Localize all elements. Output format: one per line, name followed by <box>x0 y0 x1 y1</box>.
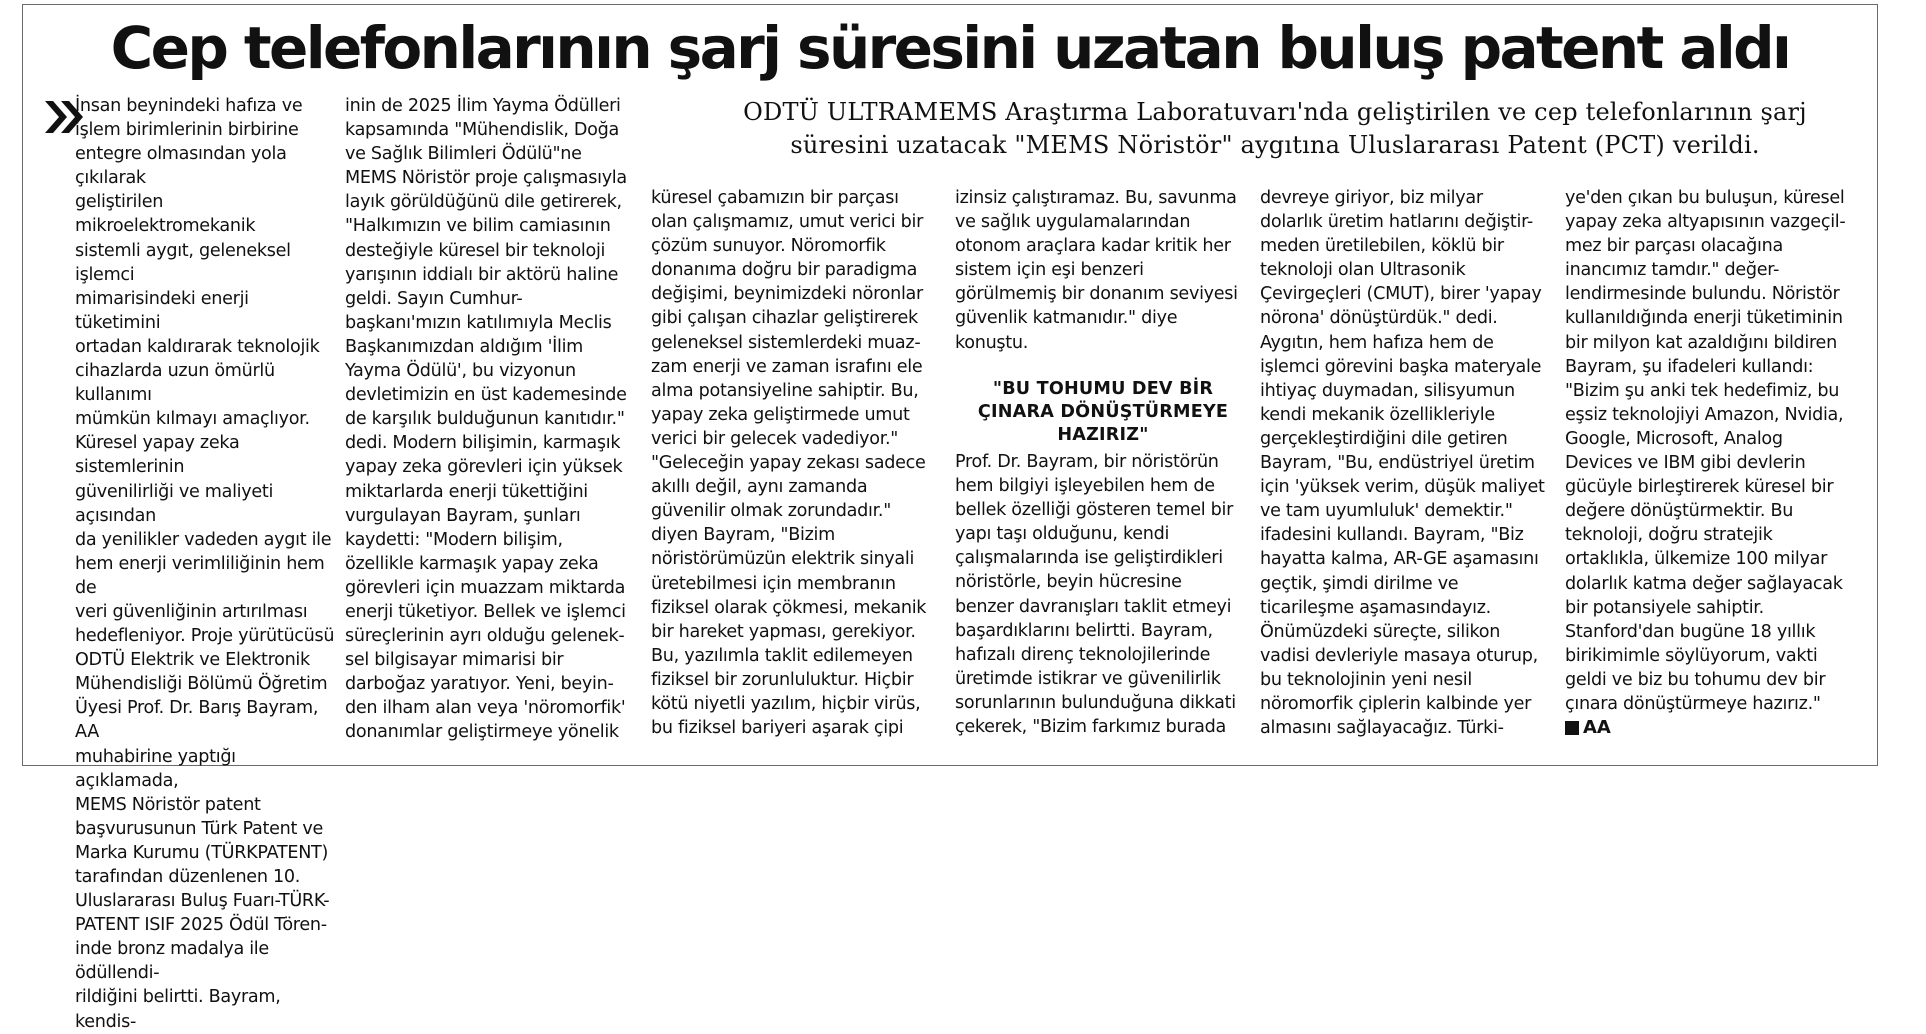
agency-signature <box>1565 716 1611 740</box>
agency-signature-text: AA <box>1583 717 1611 738</box>
deck <box>680 96 1870 162</box>
article-column-6: ye'den çıkan bu buluşun, küresel yapay zeka altyapısının vazgeçil- mez bir parçası olacağına inancımız tamdır." değer- lendirmesinde bulundu. Nöristör kullanıldığında enerji tüketiminin bir milyon kat azaldığını bildiren Bayram, şu ifadeleri kullandı: "Bizim şu anki tek hedefimiz, bu eşsiz teknolojiyi Amazon, Nvidia, Google, Microsoft, Analog Devices ve IBM gibi devlerin gücüyle birleştirerek küresel bir değere dönüştürmektir. Bu teknoloji, doğru stratejik ortaklıkla, ülkemize 100 milyar dolarlık katma değer sağlayacak bir potansiyele sahiptir. Stanford'dan bugüne 18 yıllık birikimimle söylüyorum, vakti geldi ve biz bu tohumu dev bir çınara dönüştürmeye hazırız." <box>1565 188 1846 714</box>
article-column-5: devreye giriyor, biz milyar dolarlık üretim hatlarını değiştir- meden üretilebilen, köklü bir teknoloji olan Ultrasonik Çevirgeçleri (CMUT), birer 'yapay nörona' dönüştürdük." dedi. Aygıtın, hem hafıza hem de işlemci görevini başka materyale ihtiyaç duymadan, silisyumun kendi mekanik özellikleriyle gerçekleştirdiğini dile getiren Bayram, "Bu, endüstriyel üretim için 'yüksek verim, düşük maliyet ve tam uyumluluk' demektir." ifadesini kullandı. Bayram, "Biz hayatta kalma, AR-GE aşamasını geçtik, şimdi dirilme ve ticarileşme aşamasındayız. Önümüzdeki süreçte, silikon vadisi devleriyle masaya oturup, bu teknolojinin yeni nesil nöromorfik çiplerin kalbinde yer almasını sağlayacağız. Türki- <box>1260 188 1545 739</box>
subheading: "BU TOHUMU DEV BİR ÇINARA DÖNÜŞTÜRMEYE HAZIRIZ" <box>977 379 1229 445</box>
article-column-4-continued: Prof. Dr. Bayram, bir nöristörün hem bilgiyi işleyebilen hem de bellek özelliği gösteren temel bir yapı taşı olduğunu, kendi çalışmalarında ise geliştirdikleri nöristörle, beyin hücresine benzer davranışları taklit etmeyi başardıklarını belirtti. Bayram, hafızalı direnç teknolojilerinde üretimde istikrar ve güvenilirlik sorunlarının bulunduğuna dikkati çekerek, "Bizim farkımız burada <box>955 452 1236 738</box>
deck-line-1: ODTÜ ULTRAMEMS Araştırma Laboratuvarı'nda geliştirilen ve cep telefonlarının şarj <box>743 98 1807 126</box>
headline: Cep telefonlarının şarj süresini uzatan buluş patent aldı <box>110 14 1790 82</box>
article-column-3: küresel çabamızın bir parçası olan çalışmamız, umut verici bir çözüm sunuyor. Nöromorfik donanıma doğru bir paradigma değişimi, beynimizdeki nöronlar gibi çalışan cihazlar geliştirerek geleneksel sistemlerdeki muaz- zam enerji ve zaman israfını ele alma potansiyeline sahiptir. Bu, yapay zeka geliştirmede umut verici bir gelecek vadediyor." "Geleceğin yapay zekası sadece akıllı değil, aynı zamanda güvenilir olmak zorundadır." diyen Bayram, "Bizim nöristörümüzün elektrik sinyali üretebilmesi için membranın fiziksel olarak çökmesi, mekanik bir hareket yapması, gerekiyor. Bu, yazılımla taklit edilemeyen fiziksel bir zorunluluktur. Hiçbir kötü niyetli yazılım, hiçbir virüs, bu fiziksel bariyeri aşarak çipi <box>651 188 927 739</box>
deck-line-2: süresini uzatacak "MEMS Nöristör" aygıtına Uluslararası Patent (PCT) verildi. <box>790 131 1760 159</box>
article-column-4: izinsiz çalıştıramaz. Bu, savunma ve sağlık uygulamalarından otonom araçlara kadar kritik her sistem için eşi benzeri görülmemiş bir donanım seviyesi güvenlik katmanıdır." diye konuştu. <box>955 188 1238 353</box>
article-column-2: inin de 2025 İlim Yayma Ödülleri kapsamında "Mühendislik, Doğa ve Sağlık Bilimleri Ödülü"ne MEMS Nöristör proje çalışmasıyla layık görüldüğünü dile getirerek, "Halkımızın ve bilim camiasının desteğiyle küresel bir teknoloji yarışının iddialı bir aktörü haline geldi. Sayın Cumhur- başkanı'mızın katılımıyla Meclis Başkanımızdan aldığım 'İlim Yayma Ödülü', bu vizyonun devletimizin en üst kademesinde de karşılık bulduğunun kanıtıdır." dedi. Modern bilişimin, karmaşık yapay zeka görevleri için yüksek miktarlarda enerji tükettiğini vurgulayan Bayram, şunları kaydetti: "Modern bilişim, özellikle karmaşık yapay zeka görevleri için muazzam miktarda enerji tüketiyor. Bellek ve işlemci süreçlerinin ayrı olduğu gelenek- sel bilgisayar mimarisi bir darboğaz yaratıyor. Yeni, beyin- den ilham alan veya 'nöromorfik' donanımlar geliştirmeye yönelik <box>345 96 627 743</box>
article-column-1: İnsan beynindeki hafıza ve işlem birimlerinin birbirine entegre olmasından yola çıkılarak geliştirilen mikroelektromekanik sistemli aygıt, geleneksel işlemci mimarisindeki enerji tüketimini ortadan kaldırarak teknolojik cihazlarda uzun ömürlü kullanımı mümkün kılmayı amaçlıyor. Küresel yapay zeka sistemlerinin güvenilirliği ve maliyeti açısından da yenilikler vadeden aygıt ile hem enerji verimliliğinin hem de veri güvenliğinin artırılması hedefleniyor. Proje yürütücüsü ODTÜ Elektrik ve Elektronik Mühendisliği Bölümü Öğretim Üyesi Prof. Dr. Barış Bayram, AA muhabirine yaptığı açıklamada, MEMS Nöristör patent başvurusunun Türk Patent ve Marka Kurumu (TÜRKPATENT) tarafından düzenlenen 10. Uluslararası Buluş Fuarı-TÜRK- PATENT ISIF 2025 Ödül Tören- inde bronz madalya ile ödüllendi- rildiğini belirtti. Bayram, kendis- <box>75 96 335 1032</box>
square-bullet-icon <box>1565 721 1579 735</box>
